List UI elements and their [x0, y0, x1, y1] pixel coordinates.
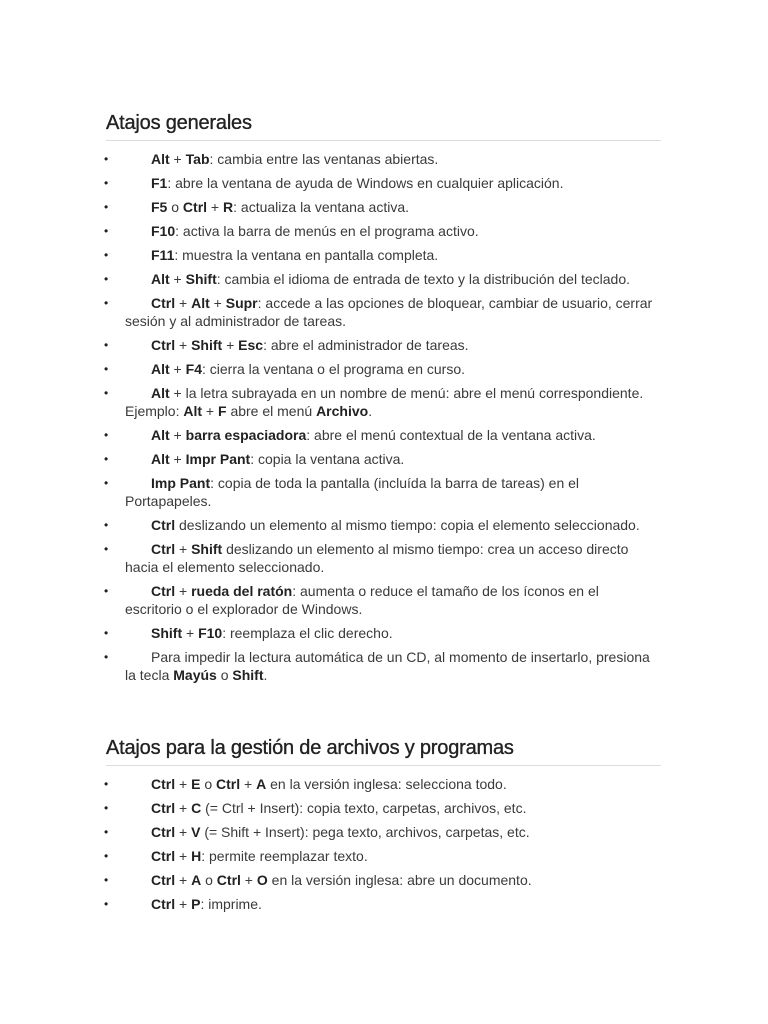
item-text: + — [207, 199, 224, 215]
shortcut-key: Ctrl — [182, 199, 208, 215]
list-item — [104, 384, 655, 420]
shortcut-key: A — [191, 872, 202, 888]
item-text: : copia de toda la pantalla (incluída la barra de tareas) en el Portapapeles. — [125, 475, 580, 509]
bullet-icon: • — [104, 224, 109, 238]
bullet-icon: • — [104, 777, 109, 791]
list-item — [104, 336, 655, 354]
shortcut-key: Supr — [225, 295, 258, 311]
shortcut-key: P — [191, 896, 201, 912]
bullet-icon: • — [104, 650, 109, 664]
item-text: Para impedir la lectura automática de un CD, al momento de insertarlo, presiona la tecla — [125, 649, 650, 683]
item-text: : permite reemplazar texto. — [201, 848, 368, 864]
item-text: : cambia el idioma de entrada de texto y la distribución del teclado. — [216, 271, 630, 287]
bullet-icon: • — [104, 272, 109, 286]
list-item — [104, 582, 655, 618]
list-item — [104, 450, 655, 468]
list-item — [104, 624, 655, 642]
item-text: + — [175, 583, 192, 599]
shortcut-key: C — [191, 800, 202, 816]
item-text: + — [240, 872, 257, 888]
shortcut-key: Ctrl — [151, 517, 176, 533]
list-item — [104, 294, 655, 330]
shortcut-key: E — [191, 776, 201, 792]
list-item — [104, 246, 655, 264]
shortcut-key: barra espaciadora — [185, 427, 307, 443]
shortcut-key: Alt — [151, 451, 170, 467]
item-text: en la versión inglesa: abre un documento. — [267, 872, 532, 888]
bullet-icon: • — [104, 518, 109, 532]
bullet-icon: • — [104, 386, 109, 400]
bullet-icon: • — [104, 584, 109, 598]
bullet-icon: • — [104, 176, 109, 190]
shortcut-key: Ctrl — [151, 800, 176, 816]
list-item — [104, 360, 655, 378]
shortcut-key: Ctrl — [151, 337, 176, 353]
list-item — [104, 775, 655, 793]
item-text: + — [175, 295, 192, 311]
item-text: deslizando un elemento al mismo tiempo: crea un acceso directo hacia el elemento seleccionado. — [125, 541, 629, 575]
shortcut-key: F10 — [151, 223, 176, 239]
item-text: + — [175, 337, 192, 353]
shortcut-key: Ctrl — [151, 295, 176, 311]
bullet-icon: • — [104, 152, 109, 166]
item-text: abre el menú — [226, 403, 317, 419]
shortcut-key: Impr Pant — [185, 451, 251, 467]
section-divider — [106, 765, 661, 766]
shortcut-key: Ctrl — [216, 776, 241, 792]
shortcut-key: Shift — [191, 337, 223, 353]
bullet-icon: • — [104, 849, 109, 863]
shortcut-list-general — [0, 150, 768, 684]
item-text: (= Shift + Insert): pega texto, archivos, carpetas, etc. — [200, 824, 530, 840]
item-text: + — [175, 848, 192, 864]
shortcut-key: Shift — [232, 667, 264, 683]
bullet-icon: • — [104, 873, 109, 887]
shortcut-key: Ctrl — [216, 872, 241, 888]
list-item — [104, 871, 655, 889]
shortcut-key: Archivo — [316, 403, 369, 419]
shortcut-key: rueda del ratón — [191, 583, 293, 599]
item-text: : copia la ventana activa. — [250, 451, 405, 467]
shortcut-key: Shift — [151, 625, 183, 641]
bullet-icon: • — [104, 338, 109, 352]
item-text: : cambia entre las ventanas abiertas. — [209, 151, 439, 167]
item-text: + — [175, 824, 192, 840]
shortcut-key: V — [191, 824, 201, 840]
list-item — [104, 648, 655, 684]
shortcut-key: H — [191, 848, 202, 864]
shortcut-key: Alt — [151, 361, 170, 377]
shortcut-key: Alt — [183, 403, 203, 419]
list-item — [104, 823, 655, 841]
shortcut-key: Imp Pant — [151, 475, 211, 491]
bullet-icon: • — [104, 626, 109, 640]
list-item — [104, 799, 655, 817]
bullet-icon: • — [104, 452, 109, 466]
item-text: o — [216, 667, 233, 683]
item-text: : reemplaza el clic derecho. — [222, 625, 393, 641]
shortcut-key: Ctrl — [151, 776, 176, 792]
list-item — [104, 847, 655, 865]
bullet-icon: • — [104, 362, 109, 376]
list-item — [104, 540, 655, 576]
shortcut-key: Shift — [191, 541, 223, 557]
shortcut-key: F10 — [198, 625, 223, 641]
item-text: . — [263, 667, 268, 683]
bullet-icon: • — [104, 200, 109, 214]
item-text: + — [175, 776, 192, 792]
list-item — [104, 174, 655, 192]
list-item — [104, 516, 655, 534]
section-file-shortcuts — [106, 735, 661, 766]
section-general-shortcuts — [106, 110, 661, 141]
item-text: + — [169, 361, 186, 377]
bullet-icon: • — [104, 248, 109, 262]
bullet-icon: • — [104, 476, 109, 490]
shortcut-key: F11 — [151, 247, 175, 263]
shortcut-key: Alt — [151, 427, 170, 443]
item-text: : activa la barra de menús en el programa activo. — [175, 223, 479, 239]
item-text: en la versión inglesa: selecciona todo. — [266, 776, 507, 792]
shortcut-key: Mayús — [173, 667, 217, 683]
list-item — [104, 270, 655, 288]
item-text: + — [222, 337, 239, 353]
item-text: + — [240, 776, 257, 792]
item-text: . — [368, 403, 373, 419]
item-text: + — [169, 151, 186, 167]
list-item — [104, 222, 655, 240]
item-text: + — [169, 451, 186, 467]
item-text: : cierra la ventana o el programa en curso. — [201, 361, 466, 377]
item-text: o — [201, 872, 217, 888]
shortcut-key: Ctrl — [151, 848, 176, 864]
bullet-icon: • — [104, 897, 109, 911]
item-text: : actualiza la ventana activa. — [233, 199, 410, 215]
item-text: + — [175, 896, 192, 912]
shortcut-list-files — [0, 775, 768, 913]
shortcut-key: Ctrl — [151, 583, 176, 599]
item-text: + — [182, 625, 199, 641]
shortcut-key: Alt — [151, 271, 170, 287]
item-text: : imprime. — [200, 896, 262, 912]
shortcut-key: Alt — [151, 151, 170, 167]
item-text: + — [175, 800, 192, 816]
item-text: deslizando un elemento al mismo tiempo: copia el elemento seleccionado. — [175, 517, 640, 533]
list-item — [104, 198, 655, 216]
list-item — [104, 426, 655, 444]
shortcut-key: Tab — [185, 151, 210, 167]
item-text: + — [169, 271, 186, 287]
bullet-icon: • — [104, 428, 109, 442]
item-text: + — [202, 403, 218, 419]
item-text: : abre el menú contextual de la ventana activa. — [306, 427, 596, 443]
shortcut-key: Alt — [151, 385, 170, 401]
bullet-icon: • — [104, 542, 109, 556]
section-heading: Atajos para la gestión de archivos y programas — [106, 737, 514, 759]
item-text: : muestra la ventana en pantalla completa. — [174, 247, 439, 263]
item-text: : abre la ventana de ayuda de Windows en cualquier aplicación. — [167, 175, 564, 191]
shortcut-key: A — [256, 776, 267, 792]
shortcut-key: R — [223, 199, 234, 215]
item-text: o — [167, 199, 183, 215]
shortcut-key: Shift — [185, 271, 217, 287]
shortcut-key: F — [218, 403, 227, 419]
item-text: + la letra subrayada en un nombre de menú: abre el menú correspondiente. Ejemplo: — [125, 385, 644, 419]
bullet-icon: • — [104, 825, 109, 839]
list-item — [104, 895, 655, 913]
shortcut-key: Ctrl — [151, 896, 176, 912]
shortcut-key: F1 — [151, 175, 168, 191]
section-heading: Atajos generales — [106, 112, 252, 134]
shortcut-key: O — [256, 872, 268, 888]
item-text: : accede a las opciones de bloquear, cambiar de usuario, cerrar sesión y al administrador de tareas. — [125, 295, 653, 329]
shortcut-key: Ctrl — [151, 541, 176, 557]
bullet-icon: • — [104, 801, 109, 815]
item-text: + — [169, 427, 186, 443]
item-text: + — [209, 295, 226, 311]
list-item — [104, 150, 655, 168]
section-divider — [106, 140, 661, 141]
shortcut-key: F4 — [185, 361, 202, 377]
item-text: + — [175, 541, 192, 557]
item-text: o — [200, 776, 217, 792]
item-text: : abre el administrador de tareas. — [263, 337, 469, 353]
shortcut-key: Ctrl — [151, 824, 176, 840]
shortcut-key: Ctrl — [151, 872, 176, 888]
shortcut-key: F5 — [151, 199, 168, 215]
list-item — [104, 474, 655, 510]
shortcut-key: Esc — [238, 337, 264, 353]
shortcut-key: Alt — [191, 295, 210, 311]
item-text: + — [175, 872, 192, 888]
item-text: : aumenta o reduce el tamaño de los íconos en el escritorio o el explorador de Windows. — [125, 583, 599, 617]
item-text: (= Ctrl + Insert): copia texto, carpetas, archivos, etc. — [201, 800, 527, 816]
bullet-icon: • — [104, 296, 109, 310]
